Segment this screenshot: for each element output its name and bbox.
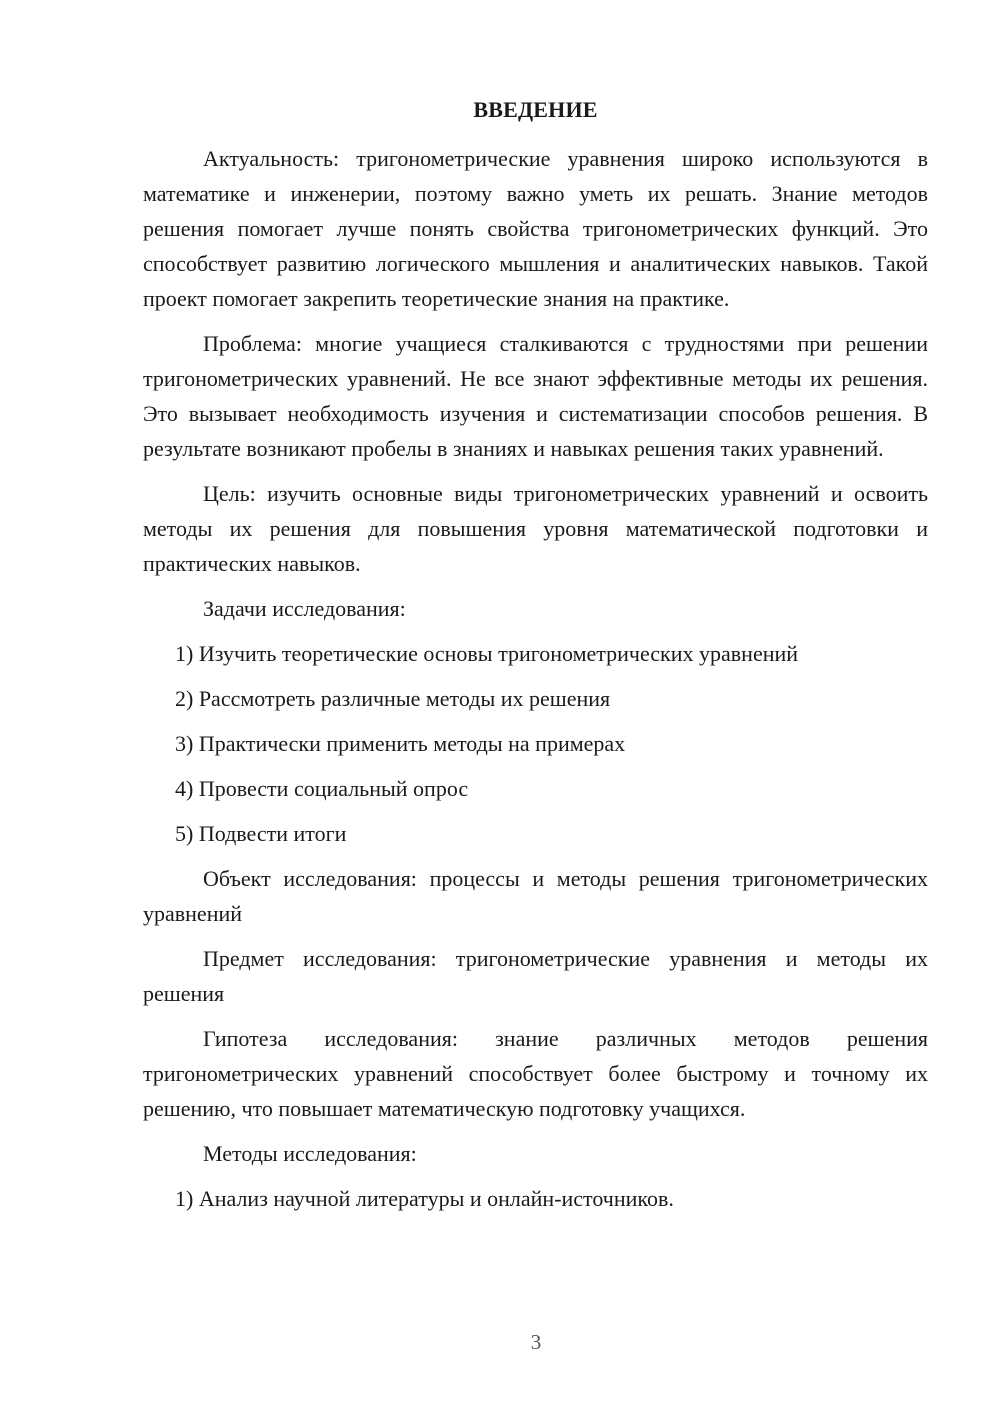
methods-heading: Методы исследования: <box>203 1141 417 1166</box>
object-paragraph: Объект исследования: процессы и методы решения тригонометрических уравнений <box>143 866 928 926</box>
subject-paragraph: Предмет исследования: тригонометрические уравнения и методы их решения <box>143 946 928 1006</box>
methods-list <box>143 1181 928 1216</box>
page-title: ВВЕДЕНИЕ <box>473 97 598 122</box>
page-number: 3 <box>530 1330 542 1354</box>
tasks-heading: Задачи исследования: <box>203 596 406 621</box>
task-item: 3) Практически применить методы на примерах <box>175 731 626 756</box>
tasks-list <box>143 636 928 851</box>
document-page <box>143 92 928 1226</box>
hypothesis-paragraph: Гипотеза исследования: знание различных методов решения тригонометрических уравнений способствует более быстрому и точному их решению, что повышает математическую подготовку учащихся. <box>143 1026 928 1121</box>
relevance-paragraph: Актуальность: тригонометрические уравнения широко используются в математике и инженерии, поэтому важно уметь их решать. Знание методов решения помогает лучше понять свойства тригонометрических функций. Это способствует развитию логического мышления и аналитических навыков. Такой проект помогает закрепить теоретические знания на практике. <box>143 146 928 311</box>
problem-paragraph: Проблема: многие учащиеся сталкиваются с трудностями при решении тригонометрических уравнений. Не все знают эффективные методы их решения. Это вызывает необходимость изучения и систематизации способов решения. В результате возникают пробелы в знаниях и навыках решения таких уравнений. <box>143 331 928 461</box>
method-item: 1) Анализ научной литературы и онлайн-источников. <box>175 1186 674 1211</box>
task-item: 4) Провести социальный опрос <box>175 776 469 801</box>
goal-paragraph: Цель: изучить основные виды тригонометрических уравнений и освоить методы их решения для повышения уровня математической подготовки и практических навыков. <box>143 481 928 576</box>
task-item: 2) Рассмотреть различные методы их решения <box>175 686 611 711</box>
task-item: 1) Изучить теоретические основы тригонометрических уравнений <box>175 641 799 666</box>
task-item: 5) Подвести итоги <box>175 821 347 846</box>
